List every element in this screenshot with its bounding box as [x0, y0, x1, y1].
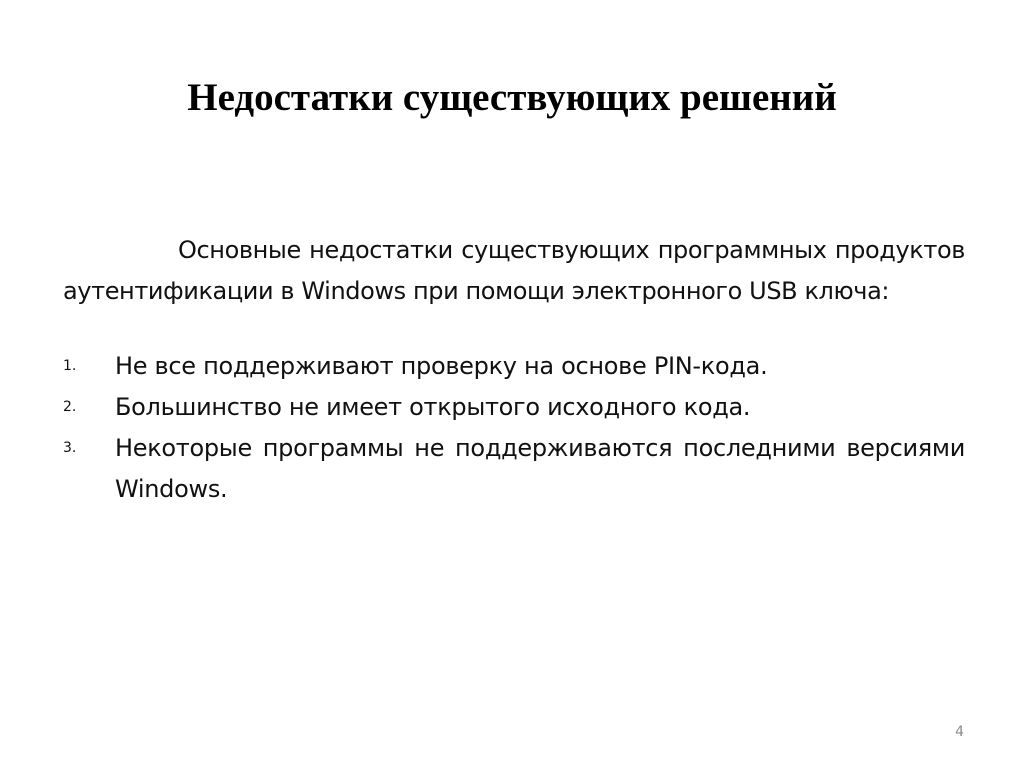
intro-paragraph: Основные недостатки существующих программных продуктов аутентификации в Windows при помощи электронного USB ключа: [63, 236, 965, 305]
list-item-number: 1. [63, 358, 77, 374]
list-item-text: Некоторые программы не поддерживаются последними версиями Windows. [115, 434, 965, 503]
list-item [63, 346, 965, 387]
drawbacks-list [63, 346, 965, 510]
page-number: 4 [955, 724, 964, 740]
list-item-text: Не все поддерживают проверку на основе PIN-кода. [115, 352, 768, 380]
list-item-number: 2. [63, 399, 77, 415]
list-item-number: 3. [63, 440, 77, 456]
list-item [63, 428, 965, 510]
list-item [63, 387, 965, 428]
slide-title: Недостатки существующих решений [187, 76, 837, 119]
list-item-text: Большинство не имеет открытого исходного кода. [115, 393, 751, 421]
slide-body [63, 230, 965, 510]
